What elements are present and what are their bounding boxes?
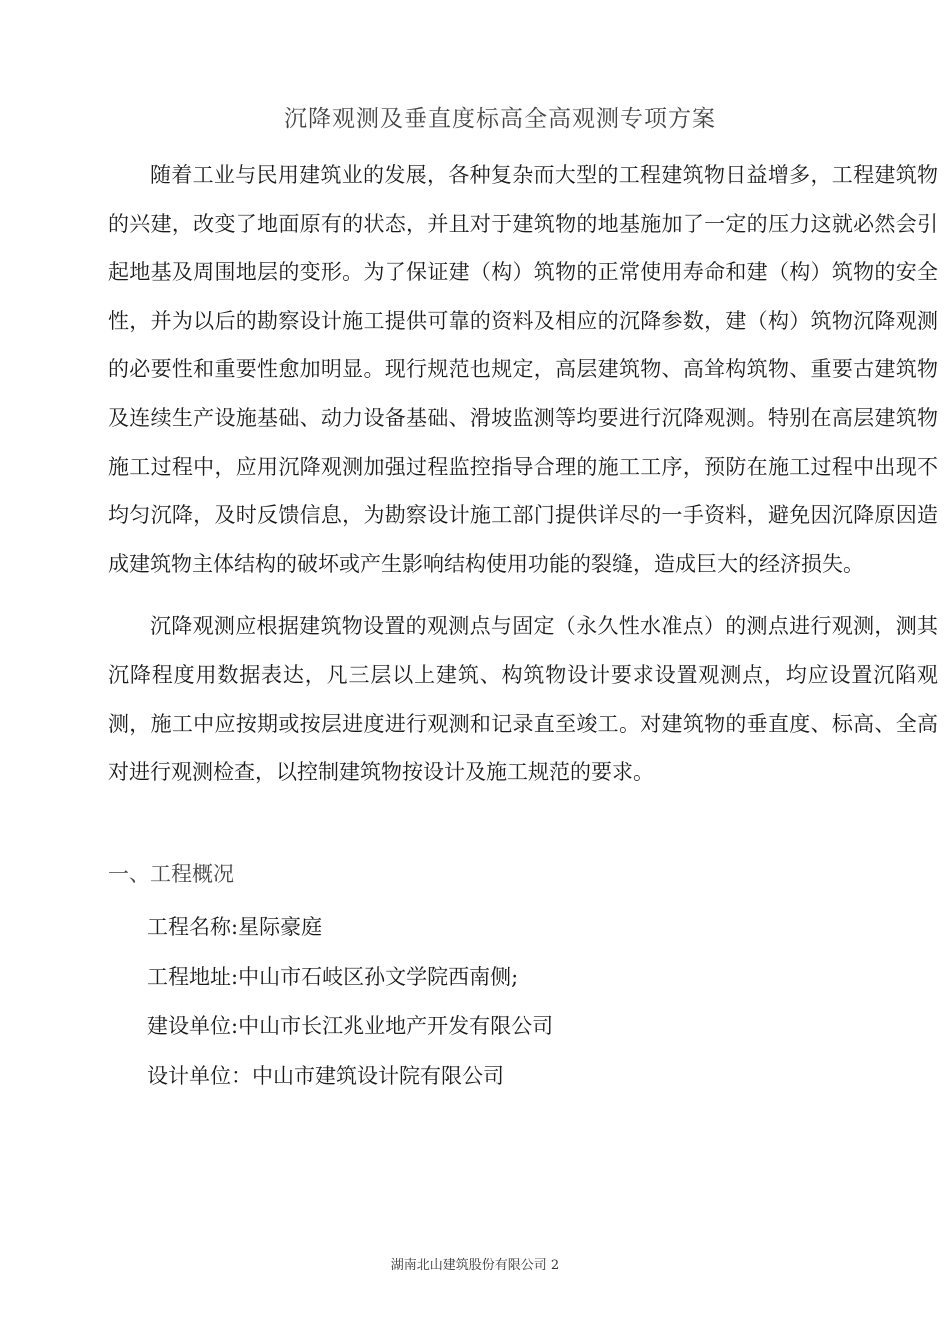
page-footer: 湖南北山建筑股份有限公司 2 [390, 1258, 560, 1273]
observation-paragraph: 沉降观测应根据建筑物设置的观测点与固定（永久性水准点）的测点进行观测，测其沉降程度用数据表达，凡三层以上建筑、构筑物设计要求设置观测点，均应设置沉陷观测，施工中应按期或按层进度进行观测和记录直至竣工。对建筑物的垂直度、标高、全高对进行观测检查，以控制建筑物按设计及施工规范的要求。 [108, 614, 938, 785]
document-body [108, 151, 938, 797]
project-name: 工程名称:星际豪庭 [147, 915, 323, 939]
project-address: 工程地址:中山市石岐区孙文学院西南侧; [147, 964, 519, 989]
document-title: 沉降观测及垂直度标高全高观测专项方案 [284, 106, 716, 132]
section-heading-project-overview: 一、工程概况 [108, 862, 234, 886]
project-info-list [147, 903, 553, 1101]
intro-paragraph: 随着工业与民用建筑业的发展，各种复杂而大型的工程建筑物日益增多，工程建筑物的兴建，改变了地面原有的状态，并且对于建筑物的地基施加了一定的压力这就必然会引起地基及周围地层的变形。为了保证建（构）筑物的正常使用寿命和建（构）筑物的安全性，并为以后的勘察设计施工提供可靠的资料及相应的沉降参数，建（构）筑物沉降观测的必要性和重要性愈加明显。现行规范也规定，高层建筑物、高耸构筑物、重要古建筑物及连续生产设施基础、动力设备基础、滑坡监测等均要进行沉降观测。特别在高层建筑物施工过程中，应用沉降观测加强过程监控指导合理的施工工序，预防在施工过程中出现不均匀沉降，及时反馈信息，为勘察设计施工部门提供详尽的一手资料，避免因沉降原因造成建筑物主体结构的破坏或产生影响结构使用功能的裂缝，造成巨大的经济损失。 [108, 163, 938, 576]
design-unit: 设计单位：中山市建筑设计院有限公司 [147, 1063, 504, 1088]
construction-unit: 建设单位:中山市长江兆业地产开发有限公司 [147, 1014, 554, 1038]
